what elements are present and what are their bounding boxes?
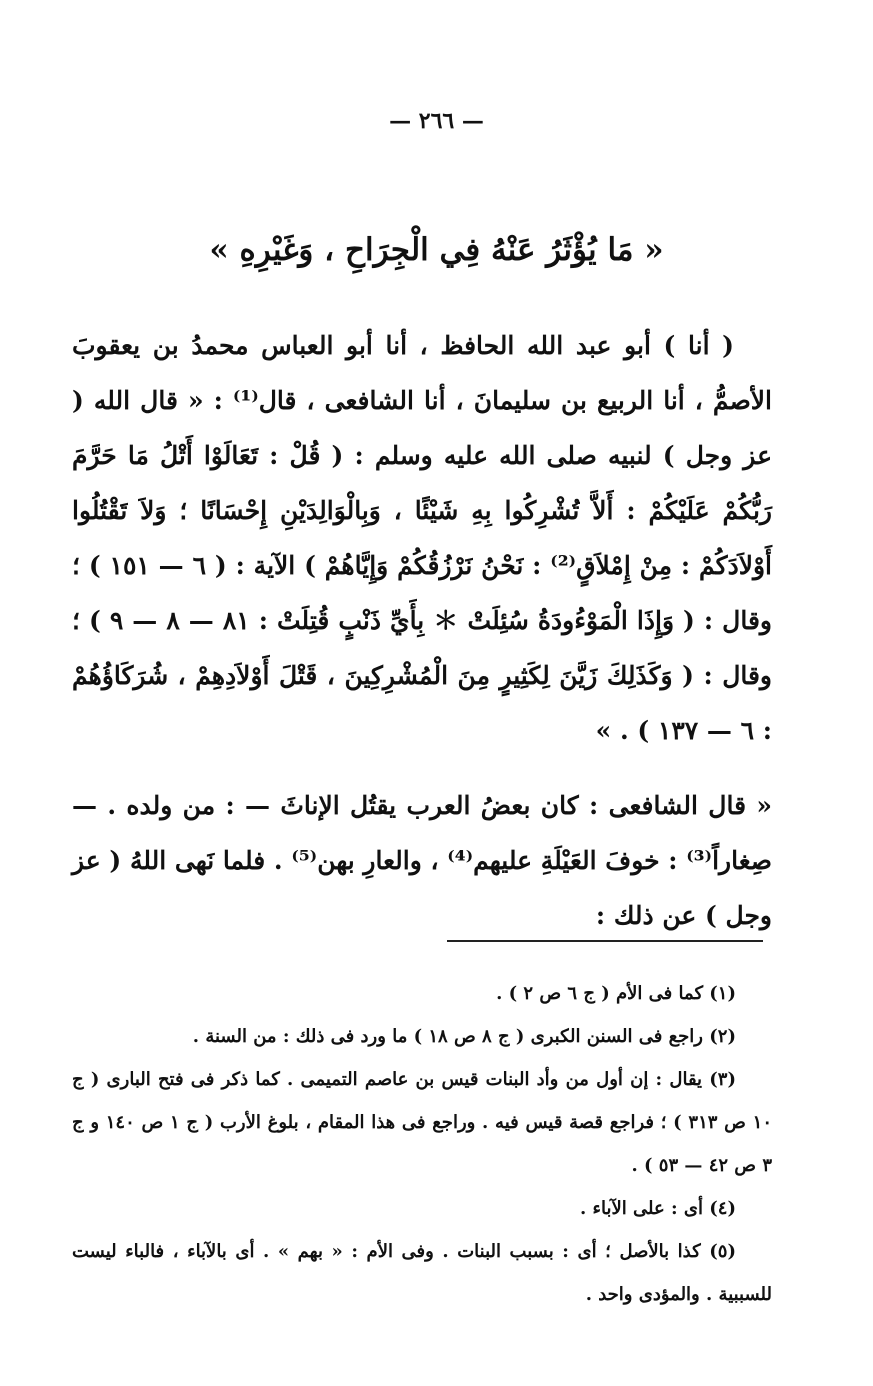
page-number: — ٢٦٦ — — [389, 108, 484, 134]
section-title: « مَا يُؤْثَرُ عَنْهُ فِي الْجِرَاحِ ، وَغَيْرِهِ » — [209, 232, 664, 268]
footnote-3: (٣) يقال : إن أول من وأد البنات قيس بن عاصم التميمى . كما ذكر فى فتح البارى ( ج ١٠ ص ٣١٣ ) ؛ فراجع قصة قيس فيه . وراجع فى هذا المقام ، بلوغ الأرب ( ج ١ ص ١٤٠ و ج ٣ ص ٤٢ — ٥٣ ) . — [72, 1069, 772, 1176]
paragraph-2: « قال الشافعى : كان بعضُ العرب يقتُل الإناثَ — : من ولده . — صِغاراً⁽³⁾ : خوفَ العَيْلَةِ عليهم⁽⁴⁾ ، والعارِ بهن⁽⁵⁾ . فلما نَهى اللهُ ( عز وجل ) عن ذلك : — [72, 791, 772, 930]
footnote-divider — [447, 940, 763, 942]
footnotes — [72, 972, 772, 1316]
footnote-1: (١) كما فى الأم ( ج ٦ ص ٢ ) . — [496, 983, 736, 1004]
footnote-5: (٥) كذا بالأصل ؛ أى : بسبب البنات . وفى الأم : « بهم » . أى بالآباء ، فالباء ليست للسببية . والمؤدى واحد . — [72, 1241, 772, 1305]
paragraph-1: ( أنا ) أبو عبد الله الحافظ ، أنا أبو العباس محمدُ بن يعقوبَ الأصمُّ ، أنا الربيع بن سليمانَ ، أنا الشافعى ، قال⁽¹⁾ : « قال الله ( عز وجل ) لنبيه صلى الله عليه وسلم : ( قُلْ : تَعَالَوْا أَتْلُ مَا حَرَّمَ رَبُّكُمْ عَلَيْكُمْ : أَلاَّ تُشْرِكُوا بِهِ شَيْئًا ، وَبِالْوَالِدَيْنِ إِحْسَانًا ؛ وَلاَ تَقْتُلُوا أَوْلاَدَكُمْ : مِنْ إِمْلاَقٍ⁽²⁾ : نَحْنُ نَرْزُقُكُمْ وَإِيَّاهُمْ ) الآية : ( ٦ — ١٥١ ) ؛ وقال : ( وَإِذَا الْمَوْءُودَةُ سُئِلَتْ ＊ بِأَيِّ ذَنْبٍ قُتِلَتْ : ٨١ — ٨ — ٩ ) ؛ وقال : ( وَكَذَلِكَ زَيَّنَ لِكَثِيرٍ مِنَ الْمُشْرِكِينَ ، قَتْلَ أَوْلاَدِهِمْ ، شُرَكَاؤُهُمْ : ٦ — ١٣٧ ) . » — [72, 331, 772, 745]
main-text — [72, 318, 772, 943]
footnote-2: (٢) راجع فى السنن الكبرى ( ج ٨ ص ١٨ ) ما ورد فى ذلك : من السنة . — [192, 1026, 736, 1047]
footnote-4: (٤) أى : على الآباء . — [580, 1198, 736, 1219]
